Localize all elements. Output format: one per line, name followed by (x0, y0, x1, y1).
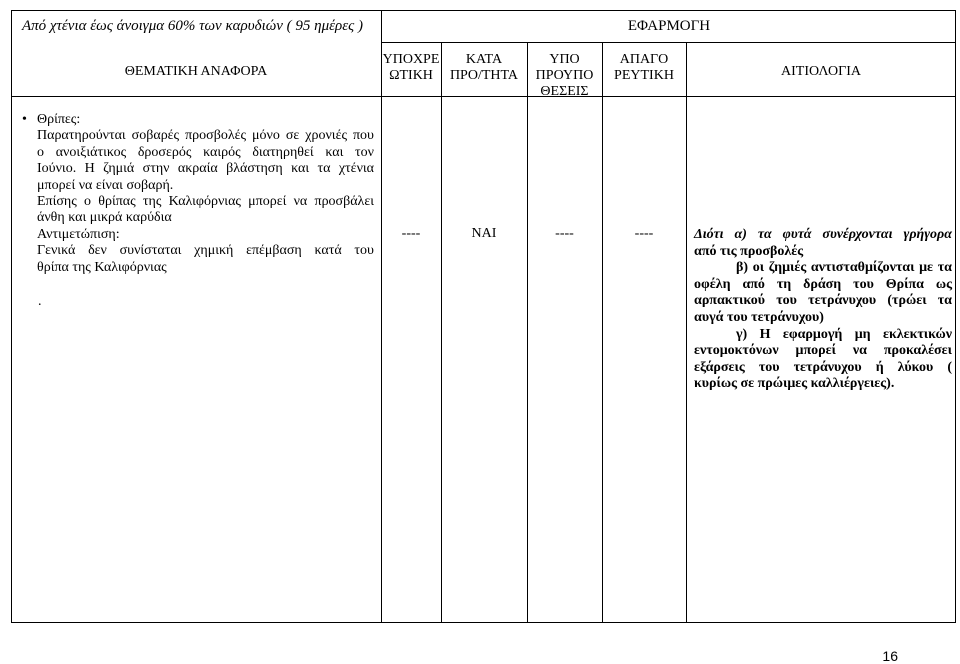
topic-column-border (381, 10, 382, 623)
justification-cell (694, 227, 952, 393)
treatment-label: Αντιμετώπιση: (37, 226, 120, 242)
forbidden-column-border (686, 42, 687, 623)
forbidden-column-header (602, 52, 686, 84)
conditional-header-line-2: ΠΡΟΥΠΟ (535, 68, 594, 83)
treatment-line: Γενικά δεν συνίσταται χημική επέμβαση κατά του (37, 243, 374, 259)
reason-line: β) οι ζημιές αντισταθμίζονται με τα (736, 260, 952, 276)
pest-heading: Θρίπες: (37, 112, 81, 127)
description-line: άνθη και μικρά καρύδια (37, 210, 172, 226)
bullet-icon: • (22, 112, 27, 127)
stray-period: . (38, 294, 42, 309)
reason-line: αρπακτικού του τετράνυχου (τρώει τα (694, 293, 952, 309)
recommended-header-line-2: ΠΡΟ/ΤΗΤΑ (449, 68, 519, 83)
reason-line: αυγά του τετράνυχου) (694, 309, 824, 325)
mandatory-column-border (441, 42, 442, 623)
application-title: ΕΦΑΡΜΟΓΗ (627, 18, 711, 34)
column-header-divider-line (11, 96, 956, 97)
justification-column-header: ΑΙΤΙΟΛΟΓΙΑ (781, 64, 861, 79)
forbidden-header-line-1: ΑΠΑΓΟ (619, 52, 669, 67)
description-line: Επίσης ο θρίπας της Καλιφόρνιας μπορεί να προσβάλει (37, 194, 374, 210)
conditional-value: ---- (555, 226, 574, 241)
mandatory-header-line-2: ΩΤΙΚΗ (389, 68, 433, 83)
conditional-header-line-3: ΘΕΣΕΙΣ (540, 84, 589, 99)
reason-line: κυρίως σε πρώιμες καλλιέργειες). (694, 376, 895, 392)
treatment-line: θρίπα της Καλιφόρνιας (37, 259, 167, 275)
recommended-value: ΝΑΙ (471, 226, 497, 241)
description-line: Παρατηρούνται σοβαρές προσβολές μόνο σε χρονιές που (37, 128, 374, 144)
mandatory-column-header (381, 52, 441, 84)
conditional-header-line-1: ΥΠΟ (549, 52, 580, 67)
thrips-topic-cell (22, 112, 374, 276)
recommended-column-header (441, 52, 527, 84)
topic-column-header: ΘΕΜΑΤΙΚΗ ΑΝΑΦΟΡΑ (124, 64, 268, 79)
period-title: Από χτένια έως άνοιγμα 60% των καρυδιών ( 95 ημέρες ) (22, 18, 363, 34)
reason-line: οφέλη από τη δράση του Θρίπα ως (694, 276, 952, 292)
conditional-column-header (527, 52, 602, 100)
conditional-column-border (602, 42, 603, 623)
forbidden-header-line-2: ΡΕΥΤΙΚΗ (614, 68, 674, 83)
reason-line: εξάρσεις του τετράνυχου ή λύκου ( (694, 359, 952, 375)
description-line: Ιούνιο. Η ζημιά στην ακραία βλάστηση και τα χτένια (37, 161, 374, 177)
reason-line: Διότι α) τα φυτά συνέρχονται γρήγορα (694, 227, 952, 242)
recommended-column-border (527, 42, 528, 623)
recommended-header-line-1: ΚΑΤΑ (465, 52, 503, 67)
description-line: μπορεί να είναι σοβαρή. (37, 177, 174, 193)
reason-line: γ) Η εφαρμογή μη εκλεκτικών (736, 326, 952, 342)
page-number: 16 (882, 648, 898, 664)
reason-line: από τις προσβολές (694, 243, 804, 259)
mandatory-value: ---- (401, 226, 421, 241)
header-divider-line (381, 42, 956, 43)
forbidden-value: ---- (634, 226, 654, 241)
mandatory-header-line-1: ΥΠΟΧΡΕ (382, 52, 440, 67)
reason-line: εντομοκτόνων μπορεί να προκαλέσει (694, 343, 952, 359)
description-line: ο ανοιξιάτικος δροσερός καιρός διατηρηθεί και τον (37, 144, 374, 160)
